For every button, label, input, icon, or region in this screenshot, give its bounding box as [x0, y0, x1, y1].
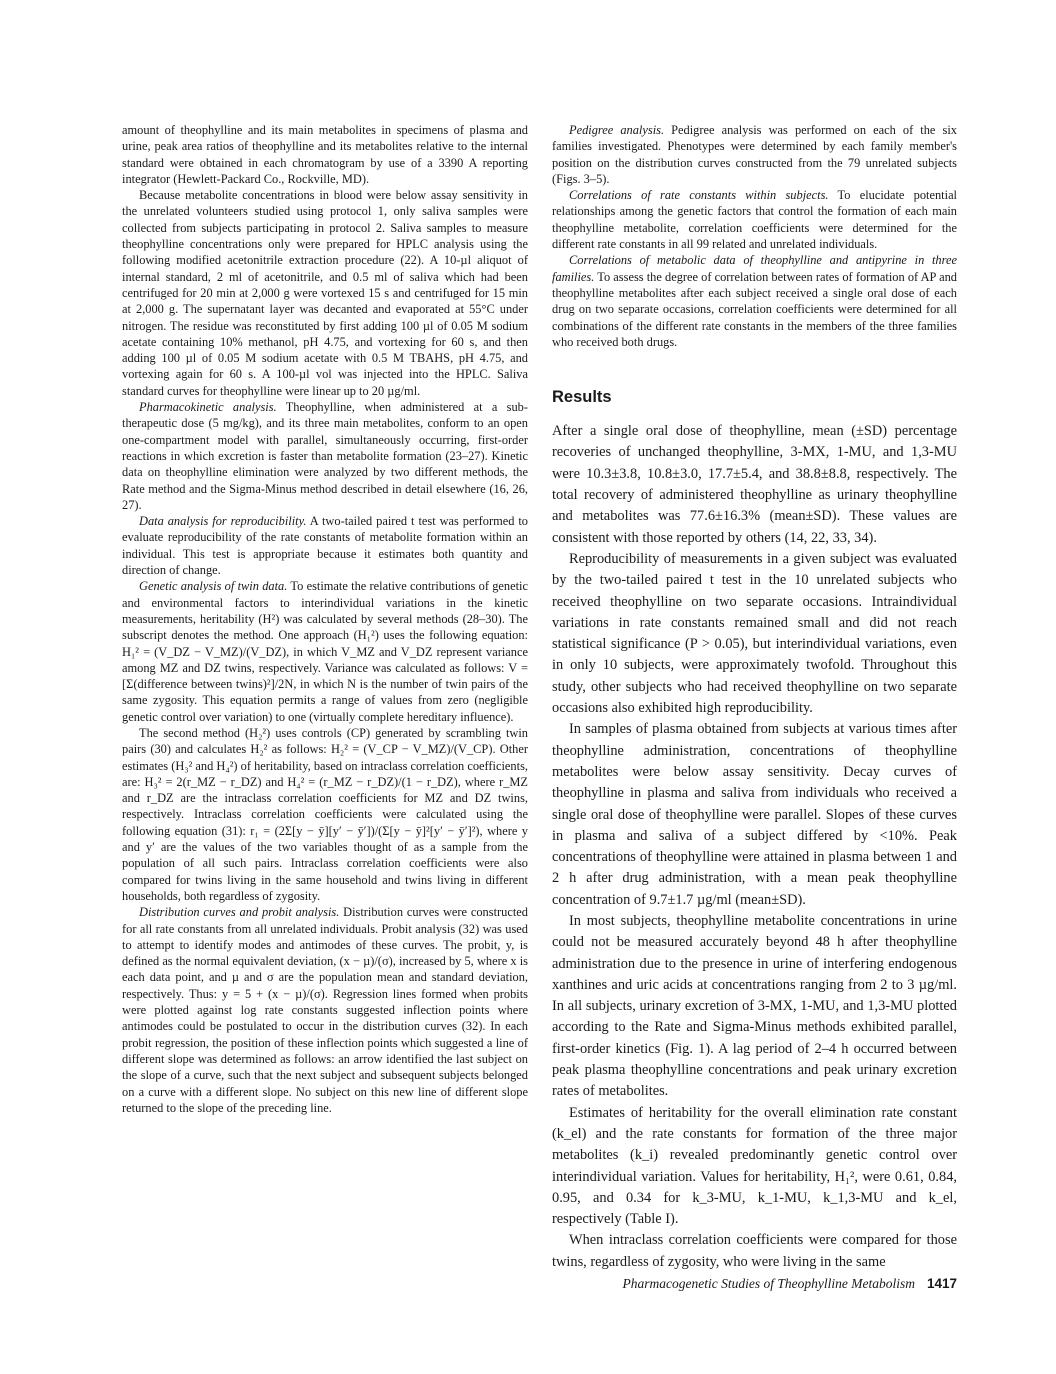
- paragraph: Pedigree analysis. Pedigree analysis was performed on each of the six families investigated. Phenotypes were determined by each family member's position on the distribution curves constructed from the 79 unrelated subjects (Figs. 3–5).: [552, 123, 957, 186]
- subsection-lead: Pedigree analysis.: [569, 123, 665, 137]
- paragraph: Distribution curves and probit analysis. Distribution curves were constructed for all rate constants from all unrelated individuals. Probit analysis (32) was used to attempt to identify modes and antimodes of these curves. The probit, y, is defined as the normal equivalent deviation, (x − µ)/(σ), increased by 5, where x is each data point, and µ and σ are the population mean and standard deviation, respectively. Thus: y = 5 + (x − µ)/(σ). Regression lines formed when probits were plotted against log rate constants suggested inflection points where antimodes could be postulated to occur in the distribution curves (32). In each probit regression, the position of these inflection points which suggested a line of different slope was determined as follows: an arrow identified the last subject on the slope of a curve, such that the next subject and subsequent subjects belonged on a curve with a different slope. No subject on this new line of different slope returned to the slope of the preceding line.: [122, 905, 528, 1115]
- section-heading-results: Results: [552, 388, 612, 407]
- paragraph: In most subjects, theophylline metabolite concentrations in urine could not be measured accurately beyond 48 h after theophylline administration due to the presence in urine of interfering endogenous xanthines and uric acids at concentrations ranging from 2 to 3 µg/ml. In all subjects, urinary excretion of 3-MX, 1-MU, and 1,3-MU plotted according to the Rate and Sigma-Minus methods exhibited parallel, first-order kinetics (Fig. 1). A lag period of 2–4 h occurred between peak plasma theophylline concentrations and peak urinary excretion rates of metabolites.: [552, 912, 957, 1100]
- subsection-lead: Genetic analysis of twin data.: [139, 579, 288, 594]
- subsection-lead: Pharmacokinetic analysis.: [139, 400, 277, 415]
- subsection-lead: Correlations of metabolic data of theophylline and antipyrine in three families.: [552, 253, 957, 284]
- running-title: Pharmacogenetic Studies of Theophylline Metabolism: [622, 1276, 915, 1291]
- paragraph: Estimates of heritability for the overall elimination rate constant (k_el) and the rate constants for formation of the three major metabolites (k_i) revealed predominantly genetic control over interindividual variation. Values for heritability, H₁², were 0.61, 0.84, 0.95, and 0.34 for k_3-MU, k_1-MU, k_1,3-MU and k_el, respectively (Table I).: [552, 1104, 957, 1228]
- paragraph: amount of theophylline and its main metabolites in specimens of plasma and urine, peak area ratios of theophylline and its metabolites relative to the internal standard were obtained in each chromatogram by use of a 3390 A reporting integrator (Hewlett-Packard Co., Rockville, MD).: [122, 123, 528, 186]
- paragraph: After a single oral dose of theophylline, mean (±SD) percentage recoveries of unchanged theophylline, 3-MX, 1-MU, and 1,3-MU were 10.3±3.8, 10.8±3.0, 17.7±5.4, and 38.8±8.8, respectively. The total recovery of administered theophylline as urinary theophylline and metabolites was 77.6±16.3% (mean±SD). These values are consistent with those reported by others (14, 22, 33, 34).: [552, 423, 957, 546]
- left-column: [122, 122, 528, 1116]
- paragraph: Genetic analysis of twin data. To estimate the relative contributions of genetic and environmental factors to interindividual variations in the kinetic measurements, heritability (H²) was calculated by several methods (28–30). The subscript denotes the method. One approach (H₁²) uses the following equation: H₁² = (V_DZ − V_MZ)/(V_DZ), in which V_MZ and V_DZ represent variance among MZ and DZ twins, respectively. Variance was calculated as follows: V = [Σ(difference between twins)²]/2N, in which N is the number of twin pairs of the same zygosity. This equation permits a range of values from zero (negligible genetic control over variation) to one (virtually complete hereditary influence).: [122, 579, 528, 724]
- paragraph: When intraclass correlation coefficients were compared for those twins, regardless of zygosity, who were living in the same: [552, 1232, 957, 1270]
- paragraph: Correlations of metabolic data of theophylline and antipyrine in three families. To assess the degree of correlation between rates of formation of AP and theophylline metabolites after each subject received a single oral dose of each drug on two separate occasions, correlation coefficients were determined for all combinations of the different rate constants in the members of the three families who received both drugs.: [552, 253, 957, 349]
- paragraph: Because metabolite concentrations in blood were below assay sensitivity in the unrelated volunteers studied using protocol 1, only saliva samples were collected from subjects participating in protocol 2. Saliva samples to measure theophylline concentrations only were prepared for HPLC analysis using the following modified acetonitrile extraction procedure (22). A 10-µl aliquot of internal standard, 2 ml of acetonitrile, and 0.5 ml of saliva which had been centrifuged for 20 min at 2,000 g were vortexed 15 s and centrifuged for 15 min at 2,000 g. The supernatant layer was decanted and evaporated at 55°C under nitrogen. The residue was reconstituted by first adding 100 µl of 0.05 M sodium acetate containing 10% methanol, pH 4.75, and vortexing for 60 s, and then adding 100 µl of 0.05 M sodium acetate with 0.5 M TBAHS, pH 4.75, and vortexing again for 60 s. A 100-µl vol was injected into the HPLC. Saliva standard curves for theophylline were linear up to 20 µg/ml.: [122, 188, 528, 398]
- subsection-lead: Distribution curves and probit analysis.: [139, 905, 340, 920]
- paragraph: Correlations of rate constants within subjects. To elucidate potential relationships among the genetic factors that control the formation of each main theophylline metabolite, correlation coefficients were determined for the different rate constants in all 99 related and unrelated individuals.: [552, 188, 958, 252]
- page-footer: [623, 1276, 958, 1292]
- paragraph: Data analysis for reproducibility. A two-tailed paired t test was performed to evaluate reproducibility of the rate constants of metabolite formation within an individual. This test is appropriate because it estimates both quantity and direction of change.: [122, 514, 528, 578]
- right-column: [552, 122, 957, 1273]
- paragraph: Reproducibility of measurements in a given subject was evaluated by the two-tailed paired t test in the 10 unrelated subjects who received theophylline on two separate occasions. Intraindividual variations in rate constants remained small and did not reach statistical significance (P > 0.05), but interindividual variations, even in only 10 subjects, were approximately twofold. Throughout this study, other subjects who had received theophylline on two separate occasions also exhibited high reproducibility.: [552, 550, 957, 717]
- paragraph: In samples of plasma obtained from subjects at various times after theophylline administration, concentrations of theophylline metabolites were below assay sensitivity. Decay curves of theophylline in plasma and saliva from individuals who received a single oral dose of theophylline were parallel. Slopes of these curves in plasma and saliva of a subject differed by <10%. Peak concentrations of theophylline were attained in plasma between 1 and 2 h after drug administration, with a mean peak theophylline concentration of 9.7±1.7 µg/ml (mean±SD).: [552, 721, 957, 908]
- paragraph: The second method (H₂²) uses controls (CP) generated by scrambling twin pairs (30) and calculates H₂² as follows: H₂² = (V_CP − V_MZ)/(V_CP). Other estimates (H₃² and H₄²) of heritability, based on intraclass correlation coefficients, are: H₃² = 2(r_MZ − r_DZ) and H₄² = (r_MZ − r_DZ)/(1 − r_DZ), where r_MZ and r_DZ are the intraclass correlation coefficients for MZ and DZ twins, respectively. Intraclass correlation coefficients were calculated using the following equation (31): r₁ = (2Σ[y − ȳ][y′ − ȳ′])/(Σ[y − ȳ]²[y′ − ȳ′]²), where y and y′ are the values of the two variables thought of as a sample from the population of all such pairs. Intraclass correlation coefficients were also compared for twins living in the same household and twins living in different households, both regardless of zygosity.: [122, 725, 528, 903]
- paragraph: Pharmacokinetic analysis. Theophylline, when administered at a sub-therapeutic dose (5 mg/kg), and its three main metabolites, conform to an open one-compartment model with parallel, simultaneously occurring, first-order reactions in which excretion is faster than metabolite formation (23–27). Kinetic data on theophylline elimination were analyzed by two different methods, the Rate method and the Sigma-Minus method described in detail elsewhere (16, 26, 27).: [122, 400, 528, 512]
- page-number: 1417: [926, 1276, 957, 1291]
- subsection-lead: Data analysis for reproducibility.: [139, 514, 307, 529]
- subsection-lead: Correlations of rate constants within subjects.: [569, 188, 829, 203]
